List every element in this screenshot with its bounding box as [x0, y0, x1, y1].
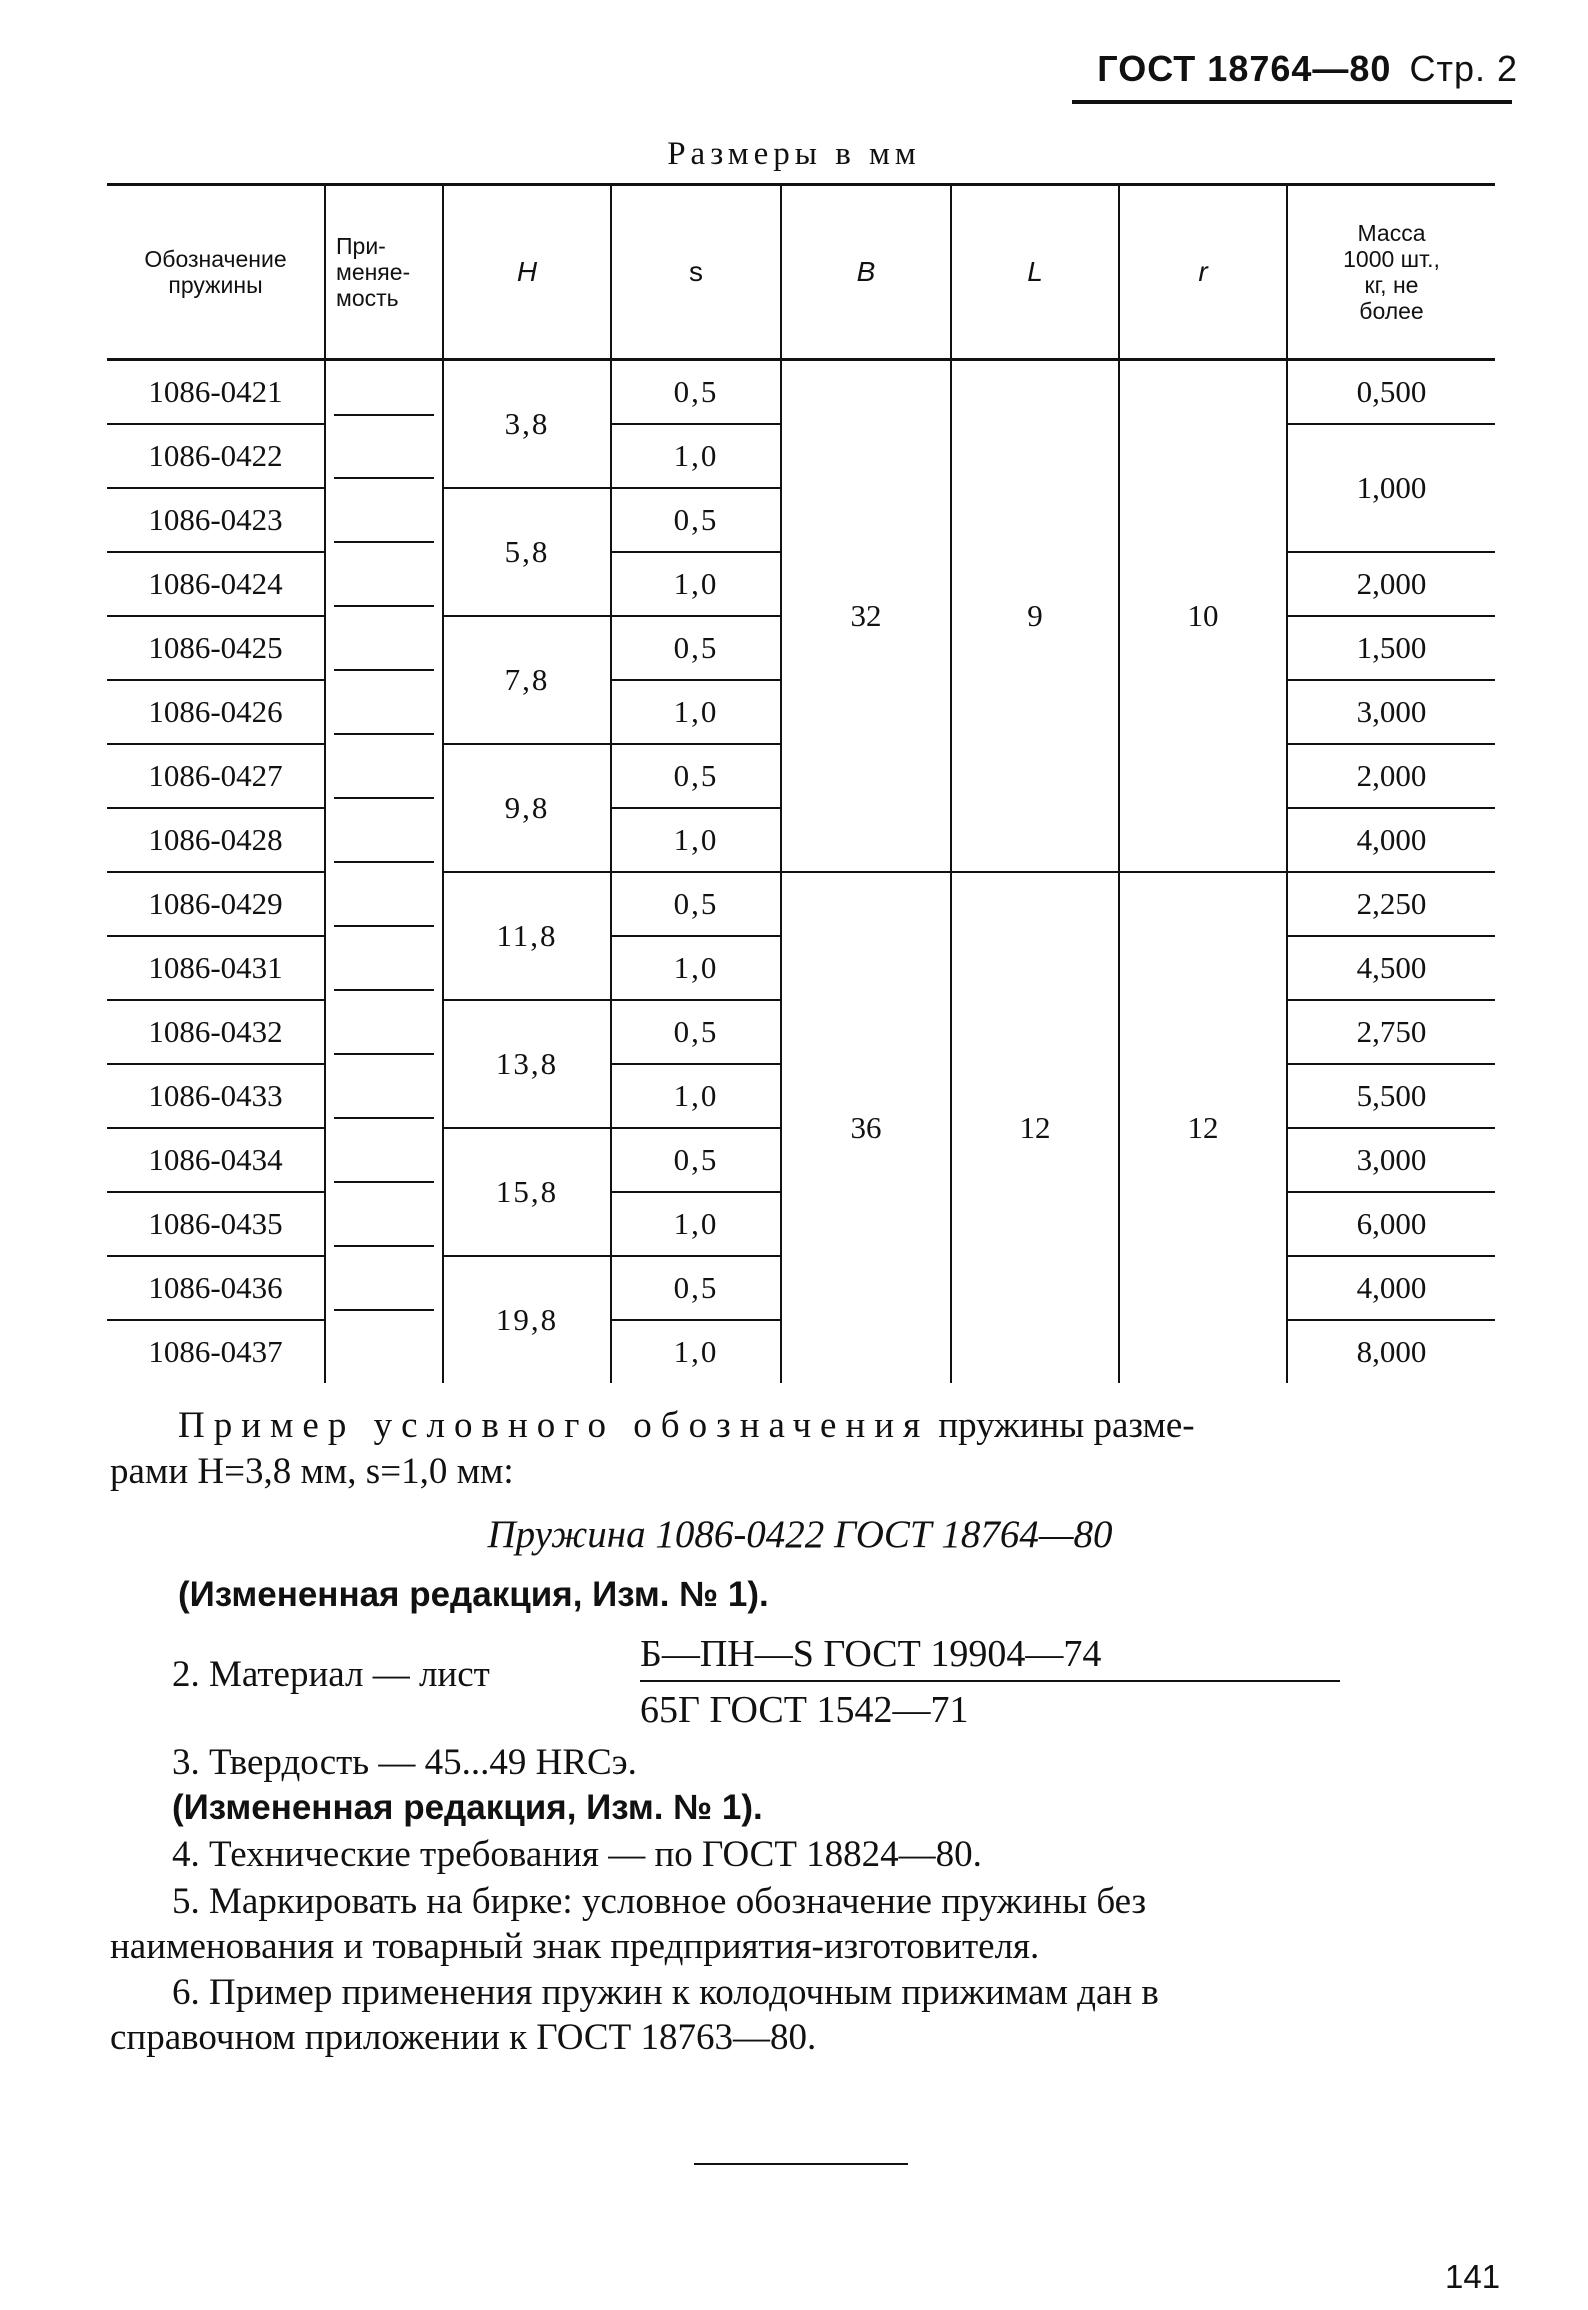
col-header-H: H: [443, 186, 611, 360]
row-H: 19,8: [443, 1256, 611, 1383]
row-mass: 4,500: [1287, 936, 1495, 1000]
row-H: 7,8: [443, 616, 611, 744]
col-header-r: r: [1119, 186, 1287, 360]
row-L: 12: [951, 872, 1119, 1383]
row-app: [325, 616, 443, 680]
item-5-line2: наименования и товарный знак предприятия-изготовителя.: [110, 1926, 1040, 1967]
row-mass: 2,000: [1287, 744, 1495, 808]
row-app: [325, 872, 443, 936]
row-s: 1,0: [611, 552, 781, 616]
edit-note-2: (Измененная редакция, Изм. № 1).: [172, 1788, 763, 1827]
hardness: 3. Твердость — 45...49 HRCэ.: [172, 1742, 637, 1783]
row-H: 9,8: [443, 744, 611, 872]
row-code: 1086-0424: [107, 552, 325, 616]
row-L: 9: [951, 360, 1119, 873]
row-app: [325, 680, 443, 744]
material-fraction: [640, 1632, 1340, 1732]
standard-number: ГОСТ 18764—80: [1097, 48, 1392, 89]
bottom-rule: [694, 2163, 908, 2165]
col-header-B: B: [781, 186, 951, 360]
row-app: [325, 1128, 443, 1192]
row-app: [325, 1000, 443, 1064]
item-6-line1: 6. Пример применения пружин к колодочным прижимам дан в: [172, 1972, 1159, 2013]
row-code: 1086-0437: [148, 1334, 283, 1369]
col-header-L: L: [951, 186, 1119, 360]
col-header-code-l2: пружины: [168, 272, 263, 298]
col-header-mass-l2: 1000 шт.,: [1343, 246, 1440, 272]
row-app: [325, 488, 443, 552]
row-s: 1,0: [611, 680, 781, 744]
row-app: [325, 1192, 443, 1256]
units-caption: Размеры в мм: [667, 136, 921, 172]
row-mass: 4,000: [1287, 808, 1495, 872]
row-s: 0,5: [611, 1128, 781, 1192]
example-line2: рами H=3,8 мм, s=1,0 мм:: [110, 1451, 514, 1492]
row-s: 0,5: [611, 744, 781, 808]
row-mass: 5,500: [1287, 1064, 1495, 1128]
row-code: 1086-0428: [107, 808, 325, 872]
row-mass: 1,500: [1287, 616, 1495, 680]
item-6-line2: справочном приложении к ГОСТ 18763—80.: [110, 2017, 817, 2058]
row-H: 15,8: [443, 1128, 611, 1256]
table-row: [107, 360, 1495, 425]
springs-table: [107, 183, 1495, 1383]
row-mass: 1,000: [1287, 424, 1495, 552]
row-app: [325, 552, 443, 616]
col-header-mass-l3: кг, не: [1364, 272, 1419, 298]
row-H: 5,8: [443, 488, 611, 616]
row-B: 32: [781, 360, 951, 873]
row-code: 1086-0429: [107, 872, 325, 936]
item-5-line1: 5. Маркировать на бирке: условное обозначение пружины без: [172, 1881, 1147, 1922]
row-app: [325, 1256, 443, 1320]
col-header-mass-l4: более: [1359, 298, 1424, 324]
col-header-mass-l1: Масса: [1357, 220, 1426, 246]
item-4: 4. Технические требования — по ГОСТ 18824—80.: [172, 1834, 982, 1875]
row-app: [325, 1320, 443, 1383]
col-header-code-l1: Обозначение: [144, 246, 287, 272]
row-s: 0,5: [611, 1256, 781, 1320]
page-label: Стр. 2: [1409, 48, 1518, 89]
row-B: 36: [781, 872, 951, 1383]
row-code: 1086-0432: [107, 1000, 325, 1064]
row-code: 1086-0421: [107, 360, 325, 425]
row-app: [325, 936, 443, 1000]
row-s: 1,0: [611, 1320, 781, 1383]
row-app: [325, 808, 443, 872]
example-paragraph: [110, 1403, 1490, 1495]
col-header-app-l1: При-: [336, 233, 386, 259]
row-H: 13,8: [443, 1000, 611, 1128]
material-label: 2. Материал — лист: [172, 1654, 490, 1695]
row-H: 3,8: [443, 360, 611, 489]
row-s: 1,0: [611, 936, 781, 1000]
row-mass: 3,000: [1287, 1128, 1495, 1192]
material-denominator: 65Г ГОСТ 1542—71: [640, 1689, 969, 1731]
row-r: 10: [1119, 360, 1287, 873]
header-rule: [1072, 100, 1512, 104]
row-app: [325, 1064, 443, 1128]
row-s: 1,0: [611, 424, 781, 488]
row-code: 1086-0422: [107, 424, 325, 488]
table-header-row: [107, 186, 1495, 360]
row-s: 1,0: [611, 1192, 781, 1256]
row-code: 1086-0425: [107, 616, 325, 680]
row-mass: 3,000: [1287, 680, 1495, 744]
row-H: 11,8: [443, 872, 611, 1000]
row-app: [325, 360, 443, 425]
row-mass: 4,000: [1287, 1256, 1495, 1320]
row-code: 1086-0435: [107, 1192, 325, 1256]
row-app: [325, 744, 443, 808]
row-code: 1086-0434: [107, 1128, 325, 1192]
row-s: 0,5: [611, 872, 781, 936]
row-s: 1,0: [611, 808, 781, 872]
col-header-mass: [1287, 186, 1495, 360]
example-designation: Пружина 1086-0422 ГОСТ 18764—80: [487, 1513, 1113, 1556]
row-s: 0,5: [611, 360, 781, 425]
col-header-app-l2: меняе-: [336, 259, 411, 285]
row-code: 1086-0436: [107, 1256, 325, 1320]
row-code: 1086-0431: [107, 936, 325, 1000]
edit-note-1: (Измененная редакция, Изм. № 1).: [178, 1575, 769, 1614]
page-number: 141: [1445, 2258, 1501, 2295]
col-header-code: [107, 186, 325, 360]
row-s: 0,5: [611, 1000, 781, 1064]
row-code: 1086-0426: [107, 680, 325, 744]
row-code: 1086-0427: [107, 744, 325, 808]
example-tail: пружины разме-: [929, 1405, 1195, 1446]
row-code: 1086-0423: [107, 488, 325, 552]
row-r: 12: [1119, 872, 1287, 1383]
row-mass: 8,000: [1287, 1320, 1495, 1383]
col-header-s: s: [611, 186, 781, 360]
row-mass: 6,000: [1287, 1192, 1495, 1256]
row-code: 1086-0433: [107, 1064, 325, 1128]
col-header-app: [325, 186, 443, 360]
col-header-app-l3: мость: [336, 285, 399, 311]
table-row: [107, 872, 1495, 936]
example-head: Пример условного обозначения: [178, 1405, 930, 1446]
row-mass: 2,750: [1287, 1000, 1495, 1064]
material-numerator: Б—ПН—S ГОСТ 19904—74: [640, 1632, 1340, 1682]
page-header: [1097, 48, 1518, 90]
row-s: 0,5: [611, 488, 781, 552]
row-mass: 2,000: [1287, 552, 1495, 616]
row-s: 1,0: [611, 1064, 781, 1128]
row-mass: 2,250: [1287, 872, 1495, 936]
row-app: [325, 424, 443, 488]
row-s: 0,5: [611, 616, 781, 680]
row-mass: 0,500: [1287, 360, 1495, 425]
